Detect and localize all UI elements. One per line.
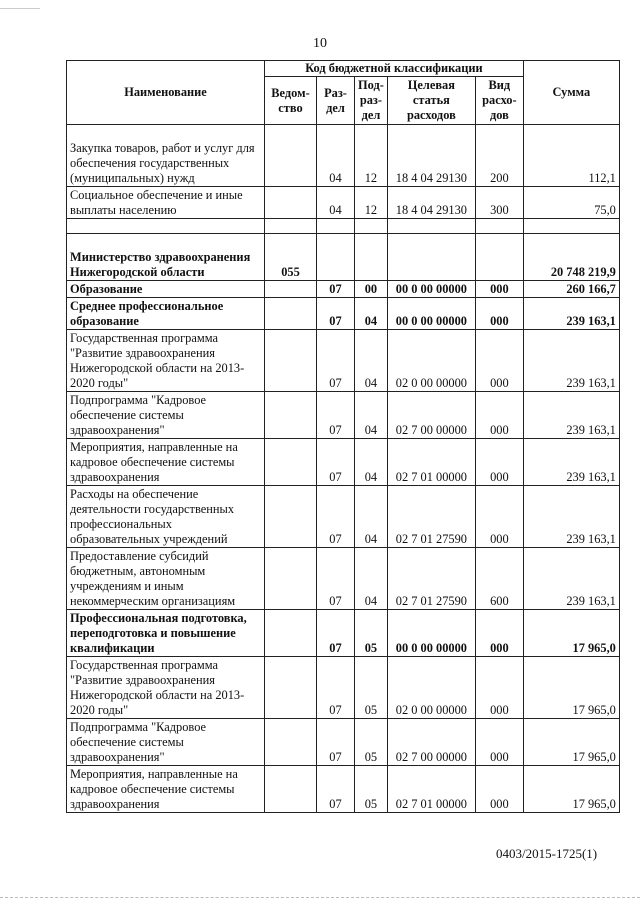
table-spacer-row (67, 219, 620, 234)
row-expense-type (475, 234, 523, 281)
row-section: 04 (317, 187, 355, 219)
table-row (67, 330, 620, 392)
row-sum: 239 163,1 (523, 298, 619, 330)
row-expense-type: 000 (475, 766, 523, 813)
row-subsection: 04 (355, 439, 388, 486)
row-target-article: 02 7 01 27590 (387, 548, 475, 610)
header-razdel: Раз-дел (317, 77, 355, 125)
table-row (67, 392, 620, 439)
row-subsection: 05 (355, 719, 388, 766)
row-section: 07 (317, 281, 355, 298)
row-department (265, 486, 317, 548)
row-expense-type: 000 (475, 330, 523, 392)
row-department (265, 125, 317, 187)
table-row (67, 486, 620, 548)
row-section: 07 (317, 657, 355, 719)
scan-edge-mark (0, 897, 640, 899)
row-expense-type: 200 (475, 125, 523, 187)
row-sum: 17 965,0 (523, 657, 619, 719)
row-section: 07 (317, 486, 355, 548)
row-subsection: 04 (355, 486, 388, 548)
table-row (67, 766, 620, 813)
row-target-article: 00 0 00 00000 (387, 610, 475, 657)
row-department (265, 392, 317, 439)
row-sum: 239 163,1 (523, 392, 619, 439)
row-section: 07 (317, 330, 355, 392)
row-name: Министерство здравоохранения Нижегородской области (67, 234, 265, 281)
row-sum: 239 163,1 (523, 486, 619, 548)
row-section: 07 (317, 298, 355, 330)
row-target-article: 00 0 00 00000 (387, 281, 475, 298)
row-target-article: 18 4 04 29130 (387, 125, 475, 187)
row-sum: 239 163,1 (523, 439, 619, 486)
row-department (265, 719, 317, 766)
row-target-article: 02 0 00 00000 (387, 330, 475, 392)
table-row (67, 298, 620, 330)
row-subsection (355, 234, 388, 281)
row-name: Мероприятия, направленные на кадровое обеспечение системы здравоохранения (67, 439, 265, 486)
document-registration-number: 0403/2015-1725(1) (496, 846, 598, 861)
row-sum: 17 965,0 (523, 766, 619, 813)
table-row (67, 281, 620, 298)
row-sum: 17 965,0 (523, 610, 619, 657)
row-subsection: 04 (355, 392, 388, 439)
row-name: Мероприятия, направленные на кадровое обеспечение системы здравоохранения (67, 766, 265, 813)
row-subsection: 00 (355, 281, 388, 298)
row-target-article: 02 0 00 00000 (387, 657, 475, 719)
row-expense-type: 000 (475, 610, 523, 657)
header-name: Наименование (67, 61, 265, 125)
row-name: Социальное обеспечение и иные выплаты населению (67, 187, 265, 219)
row-department (265, 610, 317, 657)
row-sum: 17 965,0 (523, 719, 619, 766)
row-name: Закупка товаров, работ и услуг для обеспечения государственных (муниципальных) нужд (67, 125, 265, 187)
header-vedomstvo: Ведом-ство (265, 77, 317, 125)
row-department (265, 330, 317, 392)
row-expense-type: 000 (475, 439, 523, 486)
row-name: Государственная программа "Развитие здравоохранения Нижегородской области на 2013-2020 годы" (67, 330, 265, 392)
row-subsection: 04 (355, 330, 388, 392)
header-classification-group: Код бюджетной классификации (265, 61, 524, 77)
table-row (67, 548, 620, 610)
row-expense-type: 600 (475, 548, 523, 610)
row-name: Подпрограмма "Кадровое обеспечение системы здравоохранения" (67, 719, 265, 766)
row-subsection: 04 (355, 298, 388, 330)
row-target-article (387, 234, 475, 281)
row-subsection: 05 (355, 657, 388, 719)
row-sum: 75,0 (523, 187, 619, 219)
row-section: 07 (317, 439, 355, 486)
row-expense-type: 300 (475, 187, 523, 219)
row-name: Среднее профессиональное образование (67, 298, 265, 330)
row-department: 055 (265, 234, 317, 281)
row-sum: 239 163,1 (523, 330, 619, 392)
row-expense-type: 000 (475, 392, 523, 439)
row-expense-type: 000 (475, 281, 523, 298)
row-target-article: 02 7 00 00000 (387, 719, 475, 766)
table-row (67, 125, 620, 187)
header-sum: Сумма (523, 61, 619, 125)
row-department (265, 439, 317, 486)
row-target-article: 02 7 01 27590 (387, 486, 475, 548)
row-name: Расходы на обеспечение деятельности государственных профессиональных образовательных учреждений (67, 486, 265, 548)
row-expense-type: 000 (475, 657, 523, 719)
row-target-article: 18 4 04 29130 (387, 187, 475, 219)
table-row (67, 719, 620, 766)
row-section (317, 234, 355, 281)
row-department (265, 766, 317, 813)
row-subsection: 05 (355, 610, 388, 657)
row-section: 07 (317, 719, 355, 766)
row-subsection: 05 (355, 766, 388, 813)
row-section: 07 (317, 610, 355, 657)
row-section: 07 (317, 548, 355, 610)
row-department (265, 548, 317, 610)
header-target-article: Целевая статья расходов (387, 77, 475, 125)
row-section: 04 (317, 125, 355, 187)
header-expense-type: Вид расхо-дов (475, 77, 523, 125)
table-row (67, 610, 620, 657)
row-subsection: 12 (355, 125, 388, 187)
budget-table (66, 60, 620, 813)
table-row (67, 234, 620, 281)
row-target-article: 00 0 00 00000 (387, 298, 475, 330)
row-target-article: 02 7 01 00000 (387, 766, 475, 813)
row-target-article: 02 7 01 00000 (387, 439, 475, 486)
row-department (265, 281, 317, 298)
row-department (265, 298, 317, 330)
table-row (67, 657, 620, 719)
row-name: Подпрограмма "Кадровое обеспечение системы здравоохранения" (67, 392, 265, 439)
table-row (67, 187, 620, 219)
row-expense-type: 000 (475, 298, 523, 330)
row-target-article: 02 7 00 00000 (387, 392, 475, 439)
row-expense-type: 000 (475, 486, 523, 548)
page-number: 10 (313, 36, 327, 51)
row-department (265, 657, 317, 719)
row-sum: 112,1 (523, 125, 619, 187)
row-section: 07 (317, 766, 355, 813)
row-subsection: 12 (355, 187, 388, 219)
scan-edge-mark (0, 8, 40, 10)
row-sum: 239 163,1 (523, 548, 619, 610)
row-sum: 20 748 219,9 (523, 234, 619, 281)
row-section: 07 (317, 392, 355, 439)
row-sum: 260 166,7 (523, 281, 619, 298)
row-expense-type: 000 (475, 719, 523, 766)
row-name: Образование (67, 281, 265, 298)
table-row (67, 439, 620, 486)
row-department (265, 187, 317, 219)
row-name: Профессиональная подготовка, переподготовка и повышение квалификации (67, 610, 265, 657)
row-name: Предоставление субсидий бюджетным, автономным учреждениям и иным некоммерческим организациям (67, 548, 265, 610)
row-name: Государственная программа "Развитие здравоохранения Нижегородской области на 2013-2020 годы" (67, 657, 265, 719)
header-podrazdel: Под-раз-дел (355, 77, 388, 125)
row-subsection: 04 (355, 548, 388, 610)
